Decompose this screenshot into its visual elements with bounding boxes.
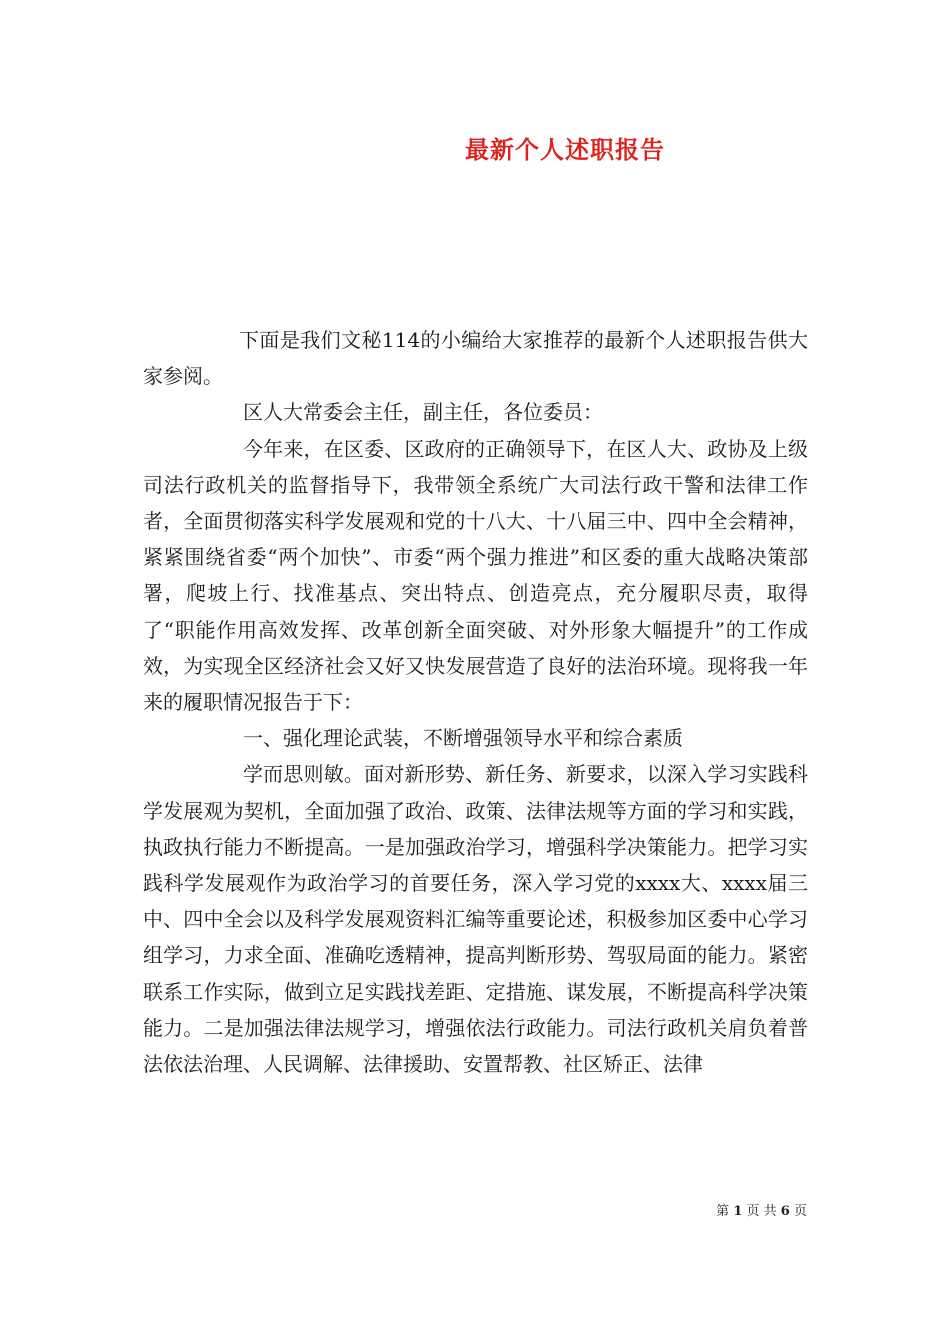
footer-suffix: 页: [793, 1204, 807, 1219]
body-paragraph: 今年来，在区委、区政府的正确领导下，在区人大、政协及上级司法行政机关的监督指导下，我带领全系统广大司法行政干警和法律工作者，全面贯彻落实科学发展观和党的十八大、十八届三中、四中全会精神，紧紧围绕省委“两个加快”、市委“两个强力推进”和区委的重大战略决策部署，爬坡上行、找准基点、突出特点、创造亮点，充分履职尽责，取得了“职能作用高效发挥、改革创新全面突破、对外形象大幅提升”的工作成效，为实现全区经济社会又好又快发展营造了良好的法治环境。现将我一年来的履职情况报告于下：: [143, 436, 808, 715]
footer-page-total: 6: [780, 1204, 790, 1219]
salutation: 区人大常委会主任，副主任，各位委员：: [243, 400, 603, 425]
page-footer: [716, 1203, 807, 1221]
footer-page-number: 1: [733, 1204, 743, 1219]
document-title: 最新个人述职报告: [465, 135, 665, 164]
document-body: [143, 322, 808, 1082]
footer-middle: 页 共: [746, 1204, 777, 1219]
section-heading: 一、强化理论武装，不断增强领导水平和综合素质: [243, 726, 683, 751]
body-paragraph: 学而思则敏。面对新形势、新任务、新要求，以深入学习实践科学发展观为契机，全面加强了政治、政策、法律法规等方面的学习和实践，执政执行能力不断提高。一是加强政治学习，增强科学决策能力。把学习实践科学发展观作为政治学习的首要任务，深入学习党的xxxx大、xxxx届三中、四中全会以及科学发展观资料汇编等重要论述，积极参加区委中心学习组学习，力求全面、准确吃透精神，提高判断形势、驾驭局面的能力。紧密联系工作实际，做到立足实践找差距、定措施、谋发展，不断提高科学决策能力。二是加强法律法规学习，增强依法行政能力。司法行政机关肩负着普法依法治理、人民调解、法律援助、安置帮教、社区矫正、法律: [143, 762, 808, 1077]
footer-prefix: 第: [716, 1204, 730, 1219]
intro-paragraph: 下面是我们文秘114的小编给大家推荐的最新个人述职报告供大家参阅。: [143, 328, 808, 389]
